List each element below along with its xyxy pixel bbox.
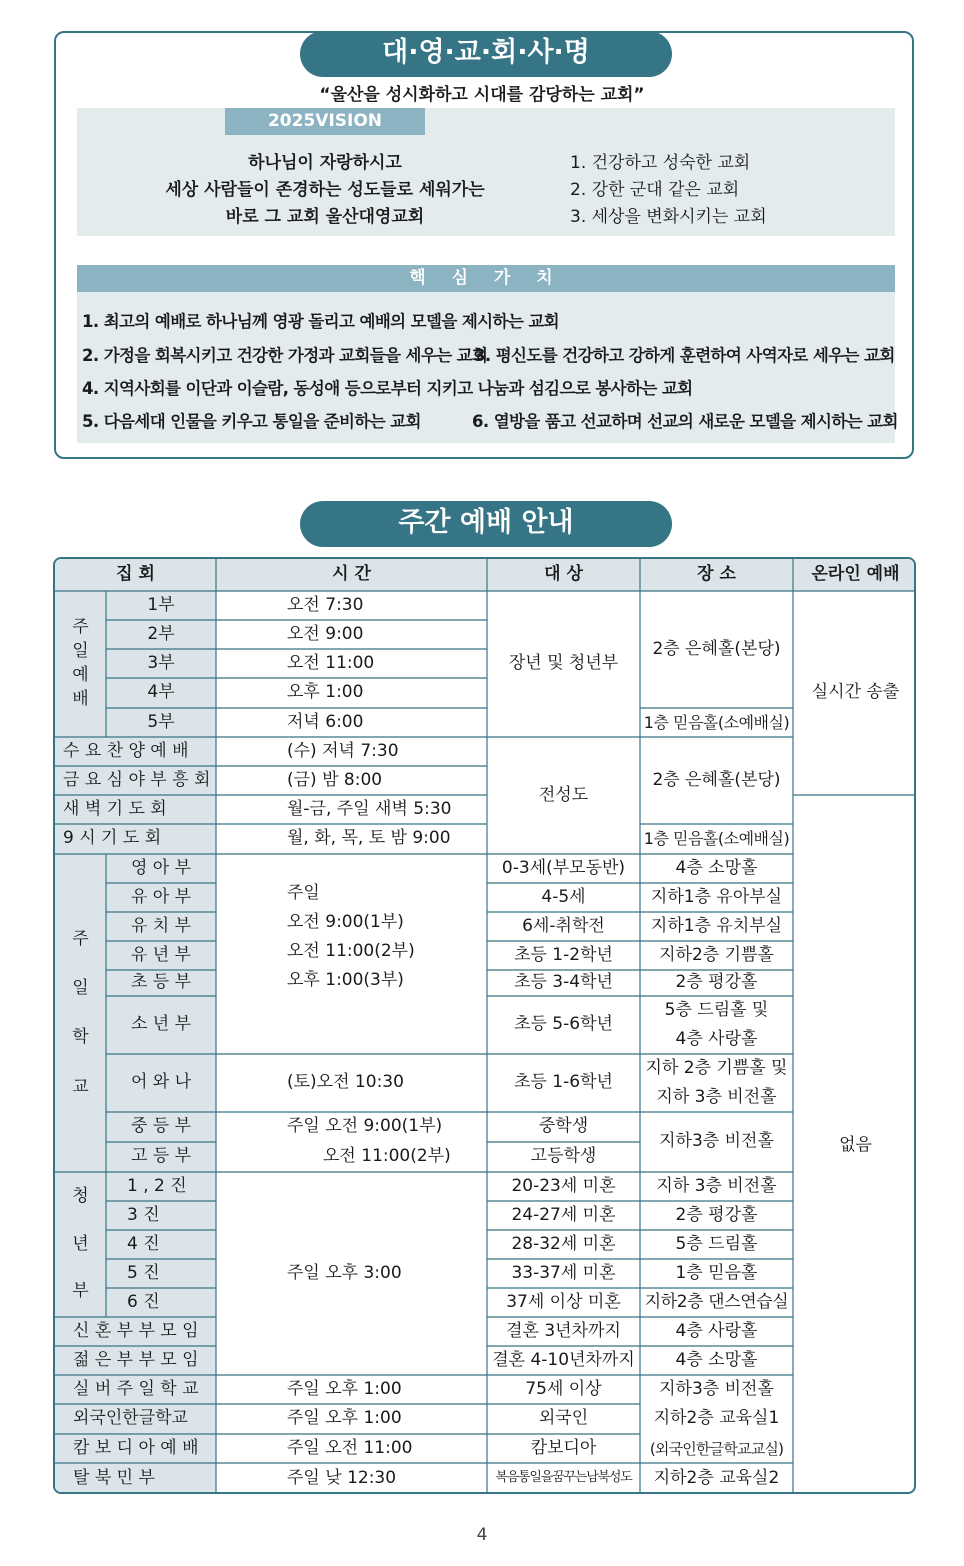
youth-place: 지하2층 댄스연습실	[644, 1291, 789, 1312]
school-dept: 중 등 부	[130, 1116, 192, 1137]
school-place: 지하 2층 기쁨홀 및	[645, 1057, 788, 1078]
youth-target: 37세 이상 미혼	[506, 1291, 621, 1312]
youth-group: 5 진	[127, 1262, 160, 1283]
teen-time: 오전 11:00(2부)	[323, 1146, 451, 1167]
weekday-name: 금 요 심 야 부 흥 회	[63, 769, 211, 790]
other-target: 캄보디아	[530, 1437, 597, 1458]
school-place: 지하2층 기쁨홀	[659, 944, 774, 965]
school-target: 0-3세(부모동반)	[501, 857, 626, 878]
couples-name: 신 혼 부 부 모 임	[73, 1320, 199, 1341]
school-place: 2층 평강홀	[675, 972, 758, 993]
youth-place: 지하 3층 비전홀	[656, 1175, 777, 1196]
school-dept: 유 아 부	[130, 886, 192, 907]
vision-statement-line: 바로 그 교회 울산대영교회	[225, 207, 425, 227]
other-time: 주일 오전 11:00	[287, 1437, 413, 1458]
school-target: 초등 5-6학년	[514, 1014, 613, 1035]
weekday-name: 9 시 기 도 회	[63, 828, 162, 849]
other-place: 지하3층 비전홀	[659, 1378, 774, 1399]
couples-place: 4층 소망홀	[675, 1349, 758, 1370]
header-gathering: 집 회	[116, 564, 155, 585]
youth-target: 33-37세 미혼	[511, 1262, 616, 1283]
weekday-name: 수 요 찬 양 예 배	[63, 740, 189, 761]
school-target: 6세-취학전	[522, 915, 605, 936]
service-place: 1층 믿음홀(소예배실)	[643, 712, 790, 732]
online-live: 실시간 송출	[811, 682, 900, 703]
school-dept: 소 년 부	[130, 1014, 192, 1035]
school-time: 오전 9:00(1부)	[287, 911, 404, 932]
weekday-time: (수) 저녁 7:30	[287, 740, 399, 761]
worship-title: 주간 예배 안내	[300, 501, 672, 547]
service-time: 오전 7:30	[287, 594, 364, 615]
online-none: 없음	[839, 1134, 872, 1155]
vision-point: 3. 세상을 변화시키는 교회	[570, 207, 767, 227]
couples-name: 젊 은 부 부 모 임	[73, 1349, 199, 1370]
service-part: 2부	[147, 623, 175, 644]
youth-target: 20-23세 미혼	[511, 1175, 616, 1196]
core-value-item: 6. 열방을 품고 선교하며 선교의 새로운 모델을 제시하는 교회	[472, 412, 898, 431]
service-part: 5부	[147, 711, 175, 732]
weekday-time: 월, 화, 목, 토 밤 9:00	[287, 828, 451, 849]
mission-title: 대·영·교·회·사·명	[300, 31, 672, 77]
other-target: 복음통일을꿈꾸는남북성도	[495, 1470, 632, 1486]
header-online: 온라인 예배	[811, 564, 900, 585]
school-time: 오전 11:00(2부)	[287, 940, 415, 961]
other-time: 주일 오후 1:00	[287, 1378, 402, 1399]
vision-statement-line: 하나님이 자랑하시고	[248, 153, 402, 173]
couples-target: 결혼 3년차까지	[506, 1320, 621, 1341]
weekday-time: 월-금, 주일 새벽 5:30	[287, 798, 452, 819]
worship-schedule-table	[53, 557, 916, 1494]
youth-group: 4 진	[127, 1233, 160, 1254]
other-time: 주일 오후 1:00	[287, 1408, 402, 1429]
weekday-place: 1층 믿음홀(소예배실)	[643, 829, 790, 849]
awana-time: (토)오전 10:30	[287, 1072, 404, 1093]
service-time: 오전 11:00	[287, 652, 375, 673]
service-time: 오후 1:00	[287, 682, 364, 703]
school-place: 지하3층 비전홀	[659, 1131, 774, 1152]
vision-point: 2. 강한 군대 같은 교회	[570, 180, 740, 200]
school-dept: 유 년 부	[130, 944, 192, 965]
core-value-item: 4. 지역사회를 이단과 이슬람, 동성애 등으로부터 지키고 나눔과 섬김으로 봉사하는 교회	[82, 379, 693, 398]
core-value-item: 1. 최고의 예배로 하나님께 영광 돌리고 예배의 모델을 제시하는 교회	[82, 312, 560, 331]
couples-place: 4층 사랑홀	[675, 1320, 758, 1341]
header-time: 시 간	[332, 564, 371, 585]
service-place: 2층 은혜홀(본당)	[652, 638, 781, 659]
school-place: 5층 드림홀 및	[664, 999, 769, 1020]
other-time: 주일 낮 12:30	[287, 1467, 397, 1488]
school-place: 4층 사랑홀	[675, 1028, 758, 1049]
weekday-target: 전성도	[538, 784, 589, 805]
service-part: 4부	[147, 682, 175, 703]
youth-target: 28-32세 미혼	[511, 1233, 616, 1254]
core-value-item: 2. 가정을 회복시키고 건강한 가정과 교회들을 세우는 교회	[82, 346, 488, 365]
youth-group: 3 진	[127, 1204, 160, 1225]
school-dept: 어 와 나	[130, 1072, 192, 1093]
other-name: 탈 북 민 부	[73, 1467, 155, 1488]
other-name: 외국인한글학교	[73, 1408, 188, 1429]
weekday-name: 새 벽 기 도 회	[63, 798, 167, 819]
service-time: 저녁 6:00	[287, 711, 364, 732]
group-youth: 청 년 부	[72, 1186, 89, 1302]
youth-time: 주일 오후 3:00	[287, 1262, 402, 1283]
weekday-time: (금) 밤 8:00	[287, 769, 383, 790]
school-target: 중학생	[538, 1116, 589, 1137]
school-target: 초등 1-6학년	[514, 1072, 613, 1093]
youth-group: 6 진	[127, 1291, 160, 1312]
core-values-title: 핵 심 가 치	[77, 265, 895, 292]
other-place: 지하2층 교육실2	[653, 1467, 780, 1488]
school-target: 초등 1-2학년	[514, 944, 613, 965]
core-value-item: 3. 평신도를 건강하고 강하게 훈련하여 사역자로 세우는 교회	[474, 346, 895, 365]
header-target: 대 상	[544, 564, 583, 585]
core-value-item: 5. 다음세대 인물을 키우고 통일을 준비하는 교회	[82, 412, 421, 431]
school-place: 4층 소망홀	[675, 857, 758, 878]
couples-target: 결혼 4-10년차까지	[492, 1349, 635, 1370]
youth-target: 24-27세 미혼	[511, 1204, 616, 1225]
school-time: 주일	[287, 882, 320, 903]
school-dept: 영 아 부	[130, 857, 192, 878]
service-part: 1부	[147, 594, 175, 615]
school-target: 고등학생	[530, 1146, 597, 1167]
school-place: 지하1층 유치부실	[650, 915, 783, 936]
group-sunday-service: 주 일 예 배	[72, 617, 89, 709]
youth-place: 1층 믿음홀	[675, 1262, 758, 1283]
school-target: 4-5세	[541, 886, 586, 907]
vision-point: 1. 건강하고 성숙한 교회	[570, 153, 751, 173]
service-time: 오전 9:00	[287, 623, 364, 644]
header-place: 장 소	[697, 564, 736, 585]
other-name: 실 버 주 일 학 교	[73, 1378, 199, 1399]
school-place: 지하1층 유아부실	[650, 886, 783, 907]
school-target: 초등 3-4학년	[514, 972, 613, 993]
vision-label: 2025VISION	[225, 108, 425, 135]
other-target: 외국인	[538, 1408, 589, 1429]
other-place: 지하2층 교육실1	[653, 1408, 780, 1429]
vision-statement-line: 세상 사람들이 존경하는 성도들로 세워가는	[165, 180, 485, 200]
school-dept: 고 등 부	[130, 1146, 192, 1167]
school-place: 지하 3층 비전홀	[656, 1086, 777, 1107]
school-dept: 초 등 부	[130, 972, 192, 993]
youth-place: 5층 드림홀	[675, 1233, 758, 1254]
school-dept: 유 치 부	[130, 915, 192, 936]
youth-place: 2층 평강홀	[675, 1204, 758, 1225]
teen-time: 주일 오전 9:00(1부)	[287, 1116, 443, 1137]
weekday-place: 2층 은혜홀(본당)	[652, 769, 781, 790]
service-part: 3부	[147, 652, 175, 673]
other-name: 캄 보 디 아 예 배	[73, 1437, 199, 1458]
group-sunday-school: 주 일 학 교	[72, 928, 89, 1097]
other-place: (외국인한글학교교실)	[649, 1439, 784, 1458]
school-time: 오후 1:00(3부)	[287, 969, 404, 990]
other-target: 75세 이상	[525, 1378, 602, 1399]
service-target: 장년 및 청년부	[508, 653, 619, 674]
page-number: 4	[476, 1525, 488, 1545]
mission-motto: “울산을 성시화하고 시대를 감당하는 교회”	[319, 85, 645, 105]
youth-group: 1 , 2 진	[127, 1175, 187, 1196]
